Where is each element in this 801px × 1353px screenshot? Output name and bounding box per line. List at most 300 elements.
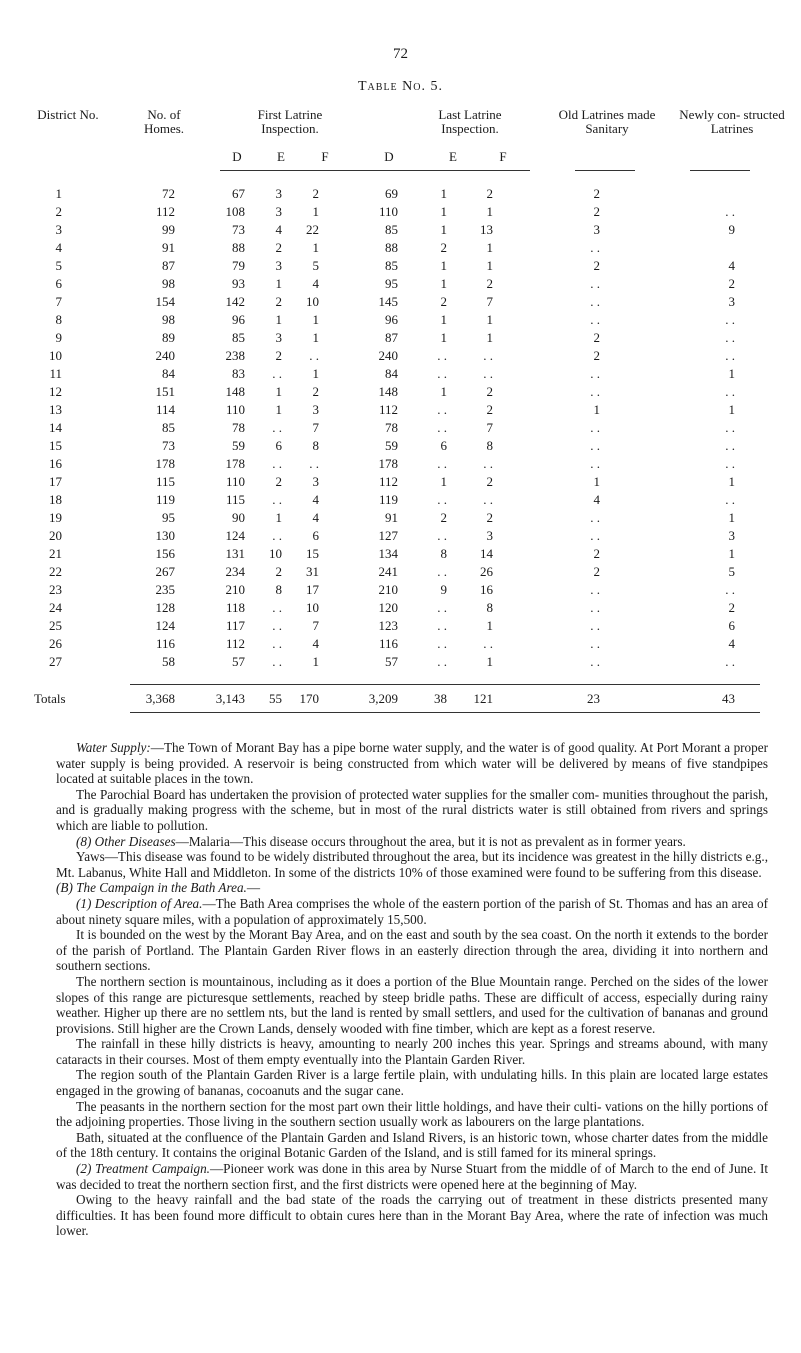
cell-first-d: 117 (225, 618, 245, 633)
cell-homes: 87 (162, 258, 175, 273)
cell-homes: 114 (155, 402, 175, 417)
cell-first-e: . . (272, 366, 282, 381)
cell-last-e: 1 (440, 204, 447, 219)
cell-last-f: 1 (486, 204, 493, 219)
cell-homes: 267 (155, 564, 175, 579)
paragraph-lead: Water Supply: (76, 740, 151, 755)
paragraph-text: The region south of the Plantain Garden River is a large fertile plain, with undulating hills. In this plain are located large estates engaged in the growing of bananas, cocoanuts and the sugar cane. (56, 1067, 768, 1099)
cell-first-e: . . (272, 456, 282, 471)
cell-new: . . (725, 204, 735, 219)
total-first-d: 3,143 (215, 691, 245, 706)
table-row (0, 276, 801, 294)
paragraph-text: The Parochial Board has undertaken the provision of protected water supplies for the smaller com- munities throughout the parish, and is gradually making progress with the scheme, but in most of the rural districts water is still obtained from rivers and springs which are liable to pollution. (56, 786, 768, 833)
cell-first-f: 4 (312, 636, 319, 651)
paragraph-lead: (2) Treatment Campaign. (76, 1161, 210, 1177)
cell-first-f: 17 (306, 582, 319, 597)
total-homes: 3,368 (145, 691, 175, 706)
cell-last-f: 2 (486, 384, 493, 399)
cell-first-f: 31 (306, 564, 319, 579)
cell-old: . . (590, 276, 600, 291)
cell-first-e: 4 (275, 222, 282, 237)
cell-first-d: 118 (225, 600, 245, 615)
cell-last-d: 127 (378, 528, 398, 543)
cell-last-e: 6 (440, 438, 447, 453)
table-row (0, 348, 801, 366)
cell-last-d: 134 (378, 546, 398, 561)
paragraph-lead: (B) The Campaign in the Bath Area. (56, 880, 247, 896)
cell-district: 26 (49, 636, 62, 651)
cell-old: 2 (593, 546, 600, 561)
cell-new: . . (725, 492, 735, 507)
totals-row (0, 691, 801, 709)
cell-first-f: 8 (312, 438, 319, 453)
cell-last-d: 178 (378, 456, 398, 471)
cell-last-f: 3 (486, 528, 493, 543)
cell-first-d: 67 (232, 186, 245, 201)
cell-first-f: 1 (312, 366, 319, 381)
cell-last-f: 1 (486, 618, 493, 633)
cell-homes: 130 (155, 528, 175, 543)
cell-first-f: 2 (312, 186, 319, 201)
table-row (0, 618, 801, 636)
cell-district: 18 (49, 492, 62, 507)
paragraph-text: It is bounded on the west by the Morant Bay Area, and on the east and south by the sea coast. On the north it extends to the border of the parish of Portland. The Plantain Garden River flows in an easterly direction through the area, dividing it into northern and southern sections. (56, 927, 768, 974)
cell-old: 1 (593, 474, 600, 489)
cell-homes: 99 (162, 222, 175, 237)
cell-old: . . (590, 384, 600, 399)
cell-old: . . (590, 366, 600, 381)
total-last-e: 38 (434, 691, 447, 706)
table-row (0, 456, 801, 474)
cell-first-d: 88 (232, 240, 245, 255)
cell-last-d: 240 (378, 348, 398, 363)
paragraph (56, 834, 768, 850)
paragraph (56, 880, 768, 896)
cell-last-d: 148 (378, 384, 398, 399)
cell-last-d: 91 (385, 510, 398, 525)
cell-new: 3 (728, 528, 735, 543)
cell-last-d: 112 (378, 402, 398, 417)
cell-old: . . (590, 582, 600, 597)
cell-first-e: . . (272, 420, 282, 435)
paragraph (56, 787, 768, 834)
cell-homes: 98 (162, 312, 175, 327)
cell-old: 4 (593, 492, 600, 507)
cell-last-e: . . (437, 402, 447, 417)
cell-district: 13 (49, 402, 62, 417)
cell-last-e: . . (437, 420, 447, 435)
cell-old: . . (590, 438, 600, 453)
cell-district: 11 (49, 366, 62, 381)
paragraph (56, 896, 768, 927)
cell-last-f: 14 (480, 546, 493, 561)
cell-last-d: 59 (385, 438, 398, 453)
table-row (0, 546, 801, 564)
total-last-d: 3,209 (368, 691, 398, 706)
cell-district: 2 (55, 204, 62, 219)
cell-last-f: 1 (486, 312, 493, 327)
cell-first-d: 90 (232, 510, 245, 525)
old-rule (575, 170, 635, 171)
cell-first-e: 6 (275, 438, 282, 453)
cell-old: 3 (593, 222, 600, 237)
cell-district: 15 (49, 438, 62, 453)
cell-first-d: 234 (225, 564, 245, 579)
cell-homes: 91 (162, 240, 175, 255)
cell-last-d: 85 (385, 258, 398, 273)
paragraph-lead: (1) Description of Area. (76, 895, 203, 911)
cell-district: 3 (55, 222, 62, 237)
cell-district: 23 (49, 582, 62, 597)
cell-district: 24 (49, 600, 62, 615)
cell-old: 2 (593, 204, 600, 219)
cell-first-f: . . (309, 348, 319, 363)
cell-first-e: . . (272, 636, 282, 651)
table-row (0, 204, 801, 222)
paragraph (56, 1130, 768, 1161)
cell-first-f: 15 (306, 546, 319, 561)
paragraph (56, 1192, 768, 1239)
cell-first-e: 3 (275, 204, 282, 219)
cell-old: 1 (593, 402, 600, 417)
cell-first-e: . . (272, 654, 282, 669)
cell-homes: 178 (155, 456, 175, 471)
cell-homes: 73 (162, 438, 175, 453)
cell-last-d: 123 (378, 618, 398, 633)
table-row (0, 600, 801, 618)
cell-first-e: . . (272, 618, 282, 633)
cell-last-e: . . (437, 492, 447, 507)
subhead-rule (220, 170, 530, 171)
cell-first-d: 238 (225, 348, 245, 363)
cell-new: 1 (728, 546, 735, 561)
total-first-e: 55 (269, 691, 282, 706)
cell-district: 7 (55, 294, 62, 309)
cell-last-f: 1 (486, 240, 493, 255)
cell-first-d: 93 (232, 276, 245, 291)
cell-homes: 112 (155, 204, 175, 219)
cell-new: . . (725, 348, 735, 363)
cell-district: 4 (55, 240, 62, 255)
cell-new: 2 (728, 276, 735, 291)
cell-first-f: 1 (312, 240, 319, 255)
cell-last-d: 112 (378, 474, 398, 489)
cell-district: 10 (49, 348, 62, 363)
cell-new: 1 (728, 402, 735, 417)
cell-new: . . (725, 456, 735, 471)
cell-last-e: . . (437, 564, 447, 579)
cell-old: . . (590, 654, 600, 669)
cell-homes: 124 (155, 618, 175, 633)
table-row (0, 654, 801, 672)
paragraph-text: — (246, 880, 261, 896)
cell-last-d: 120 (378, 600, 398, 615)
cell-first-f: 1 (312, 204, 319, 219)
table-row (0, 330, 801, 348)
cell-homes: 89 (162, 330, 175, 345)
cell-old: 2 (593, 564, 600, 579)
cell-first-d: 110 (225, 402, 245, 417)
cell-first-f: 3 (312, 402, 319, 417)
cell-new: 3 (728, 294, 735, 309)
cell-old: . . (590, 456, 600, 471)
cell-old: 2 (593, 348, 600, 363)
cell-old: . . (590, 240, 600, 255)
cell-last-e: . . (437, 456, 447, 471)
table-row (0, 294, 801, 312)
cell-district: 5 (55, 258, 62, 273)
cell-new: 1 (728, 366, 735, 381)
paragraph-text: The peasants in the northern section for the most part own their little holdings, and have their culti- vations on the hilly portions of the adjoining properties. Those living in the southern section usually work as labourers on the large plantations. (56, 1098, 768, 1130)
cell-last-e: 2 (440, 510, 447, 525)
cell-last-e: 9 (440, 582, 447, 597)
cell-last-e: 1 (440, 474, 447, 489)
cell-homes: 128 (155, 600, 175, 615)
cell-homes: 119 (155, 492, 175, 507)
table-row (0, 366, 801, 384)
totals-rule-top (130, 684, 760, 685)
subhead-last-f: F (499, 149, 507, 164)
cell-new: 2 (728, 600, 735, 615)
cell-last-e: 1 (440, 312, 447, 327)
cell-district: 17 (49, 474, 62, 489)
cell-last-d: 88 (385, 240, 398, 255)
paragraph (56, 849, 768, 880)
cell-first-d: 131 (225, 546, 245, 561)
cell-last-d: 85 (385, 222, 398, 237)
cell-last-d: 69 (385, 186, 398, 201)
cell-first-e: 1 (275, 276, 282, 291)
cell-last-e: 1 (440, 330, 447, 345)
table-row (0, 582, 801, 600)
cell-first-e: 2 (275, 294, 282, 309)
table-row (0, 402, 801, 420)
table-row (0, 312, 801, 330)
cell-first-d: 96 (232, 312, 245, 327)
subhead-first-e: E (277, 149, 285, 164)
paragraph-text: —The Town of Morant Bay has a pipe borne water supply, and the water is of good quality. At Port Morant a proper water supply is being provided. A reservoir is being constructed from which water will be delivered by means of five standpipes located at suitable places in the town. (56, 740, 768, 787)
cell-old: . . (590, 312, 600, 327)
cell-last-e: 1 (440, 276, 447, 291)
subhead-first-d: D (232, 149, 242, 164)
cell-new: 4 (728, 258, 735, 273)
table-row (0, 474, 801, 492)
cell-first-d: 148 (225, 384, 245, 399)
table-row (0, 636, 801, 654)
cell-last-f: 2 (486, 510, 493, 525)
cell-last-d: 87 (385, 330, 398, 345)
cell-first-e: 3 (275, 258, 282, 273)
cell-last-d: 119 (378, 492, 398, 507)
cell-new: 9 (728, 222, 735, 237)
cell-last-f: 7 (486, 294, 493, 309)
cell-old: . . (590, 510, 600, 525)
cell-homes: 58 (162, 654, 175, 669)
cell-new: 6 (728, 618, 735, 633)
cell-new: . . (725, 312, 735, 327)
cell-last-e: 2 (440, 240, 447, 255)
cell-district: 9 (55, 330, 62, 345)
table-row (0, 420, 801, 438)
cell-last-f: 2 (486, 186, 493, 201)
cell-first-f: 10 (306, 600, 319, 615)
header-new: Newly con- structed Latrines (679, 107, 785, 136)
cell-district: 19 (49, 510, 62, 525)
table-row (0, 186, 801, 204)
cell-homes: 115 (155, 474, 175, 489)
paragraph (56, 974, 768, 1036)
table-row (0, 528, 801, 546)
header-homes: No. of Homes. (143, 107, 185, 136)
cell-last-e: . . (437, 600, 447, 615)
cell-first-e: 3 (275, 330, 282, 345)
cell-first-e: 1 (275, 510, 282, 525)
cell-last-e: 1 (440, 384, 447, 399)
new-rule (690, 170, 750, 171)
cell-new: . . (725, 582, 735, 597)
cell-first-d: 73 (232, 222, 245, 237)
cell-first-f: 1 (312, 654, 319, 669)
cell-last-e: 1 (440, 222, 447, 237)
cell-first-d: 124 (225, 528, 245, 543)
cell-last-f: . . (483, 456, 493, 471)
paragraph-text: Bath, situated at the confluence of the Plantain Garden and Island Rivers, is an historic town, whose charter dates from the middle of the 18th century. It contains the original Botanic Garden of the Island, and is still famed for its mineral springs. (56, 1129, 768, 1161)
cell-homes: 84 (162, 366, 175, 381)
cell-last-d: 78 (385, 420, 398, 435)
cell-first-e: 2 (275, 240, 282, 255)
cell-homes: 95 (162, 510, 175, 525)
subhead-first-f: F (321, 149, 329, 164)
cell-last-d: 145 (378, 294, 398, 309)
cell-last-e: . . (437, 654, 447, 669)
cell-first-e: 2 (275, 348, 282, 363)
cell-last-d: 241 (378, 564, 398, 579)
total-old: 23 (587, 691, 600, 706)
cell-last-f: 8 (486, 438, 493, 453)
cell-district: 1 (55, 186, 62, 201)
totals-rule-bottom (130, 712, 760, 713)
cell-last-e: 8 (440, 546, 447, 561)
cell-last-d: 57 (385, 654, 398, 669)
cell-first-e: 2 (275, 474, 282, 489)
cell-first-d: 108 (225, 204, 245, 219)
cell-district: 21 (49, 546, 62, 561)
cell-old: . . (590, 618, 600, 633)
cell-district: 22 (49, 564, 62, 579)
cell-last-f: . . (483, 366, 493, 381)
total-district: Totals (34, 691, 66, 706)
cell-last-e: . . (437, 528, 447, 543)
cell-homes: 151 (155, 384, 175, 399)
table-row (0, 492, 801, 510)
cell-first-e: . . (272, 528, 282, 543)
paragraph-text: —Pioneer work was done in this area by Nurse Stuart from the middle of of March to the end of June. It was decided to treat the northern section first, and the first districts were opened here at the beginning of May. (56, 1161, 769, 1192)
cell-first-f: 7 (312, 618, 319, 633)
cell-last-f: 8 (486, 600, 493, 615)
cell-first-f: 1 (312, 312, 319, 327)
cell-last-f: 1 (486, 258, 493, 273)
cell-district: 8 (55, 312, 62, 327)
cell-homes: 240 (155, 348, 175, 363)
cell-new: 4 (728, 636, 735, 651)
cell-last-f: 7 (486, 420, 493, 435)
paragraph-text: Owing to the heavy rainfall and the bad state of the roads the carrying out of treatment in these districts presented many difficulties. It has been found more difficult to obtain cures here than in the Morant Bay Area, where the rate of infection was much lower. (56, 1192, 768, 1239)
cell-last-f: 26 (480, 564, 493, 579)
cell-first-e: 1 (275, 384, 282, 399)
cell-last-d: 210 (378, 582, 398, 597)
cell-last-e: . . (437, 366, 447, 381)
cell-first-f: 2 (312, 384, 319, 399)
subhead-last-d: D (384, 149, 394, 164)
cell-homes: 235 (155, 582, 175, 597)
cell-district: 6 (55, 276, 62, 291)
table-row (0, 240, 801, 258)
paragraph-text: The rainfall in these hilly districts is heavy, amounting to nearly 200 inches this year. Springs and streams abound, with many cataracts in their courses. Most of them empty eventually into the Plantain Garden River. (56, 1036, 768, 1067)
header-last: Last Latrine Inspection. (438, 107, 502, 136)
cell-new: . . (725, 654, 735, 669)
cell-old: 2 (593, 186, 600, 201)
cell-old: . . (590, 528, 600, 543)
paragraph (56, 1099, 768, 1130)
cell-last-e: . . (437, 348, 447, 363)
cell-first-e: 8 (275, 582, 282, 597)
total-new: 43 (722, 691, 735, 706)
table-row (0, 564, 801, 582)
cell-first-e: 3 (275, 186, 282, 201)
paragraph (56, 1161, 768, 1192)
cell-last-f: 1 (486, 330, 493, 345)
cell-homes: 156 (155, 546, 175, 561)
cell-last-f: 13 (480, 222, 493, 237)
cell-last-d: 95 (385, 276, 398, 291)
cell-new: 5 (728, 564, 735, 579)
paragraph (56, 740, 768, 787)
cell-last-f: . . (483, 348, 493, 363)
cell-homes: 154 (155, 294, 175, 309)
cell-first-f: 4 (312, 276, 319, 291)
cell-first-d: 78 (232, 420, 245, 435)
cell-homes: 85 (162, 420, 175, 435)
cell-new: 1 (728, 510, 735, 525)
table-row (0, 438, 801, 456)
paragraph (56, 927, 768, 974)
paragraph (56, 1036, 768, 1067)
cell-last-f: 2 (486, 474, 493, 489)
cell-new: . . (725, 420, 735, 435)
cell-first-f: 4 (312, 510, 319, 525)
cell-first-f: 5 (312, 258, 319, 273)
table-row (0, 222, 801, 240)
paragraph-text: —The Bath Area comprises the whole of the eastern portion of the parish of St. Thomas and has an area of about ninety square miles, with a population of approximately 15,500. (56, 895, 768, 927)
paragraph (56, 1067, 768, 1098)
cell-first-f: 22 (306, 222, 319, 237)
total-first-f: 170 (299, 691, 319, 706)
cell-old: 2 (593, 330, 600, 345)
cell-last-e: . . (437, 636, 447, 651)
cell-last-d: 96 (385, 312, 398, 327)
cell-first-f: . . (309, 456, 319, 471)
cell-last-d: 84 (385, 366, 398, 381)
cell-first-f: 10 (306, 294, 319, 309)
cell-last-f: 16 (480, 582, 493, 597)
cell-first-d: 115 (225, 492, 245, 507)
cell-old: . . (590, 636, 600, 651)
cell-first-e: 1 (275, 312, 282, 327)
cell-homes: 72 (162, 186, 175, 201)
cell-first-f: 7 (312, 420, 319, 435)
header-first: First Latrine Inspection. (257, 107, 323, 136)
cell-new: . . (725, 384, 735, 399)
